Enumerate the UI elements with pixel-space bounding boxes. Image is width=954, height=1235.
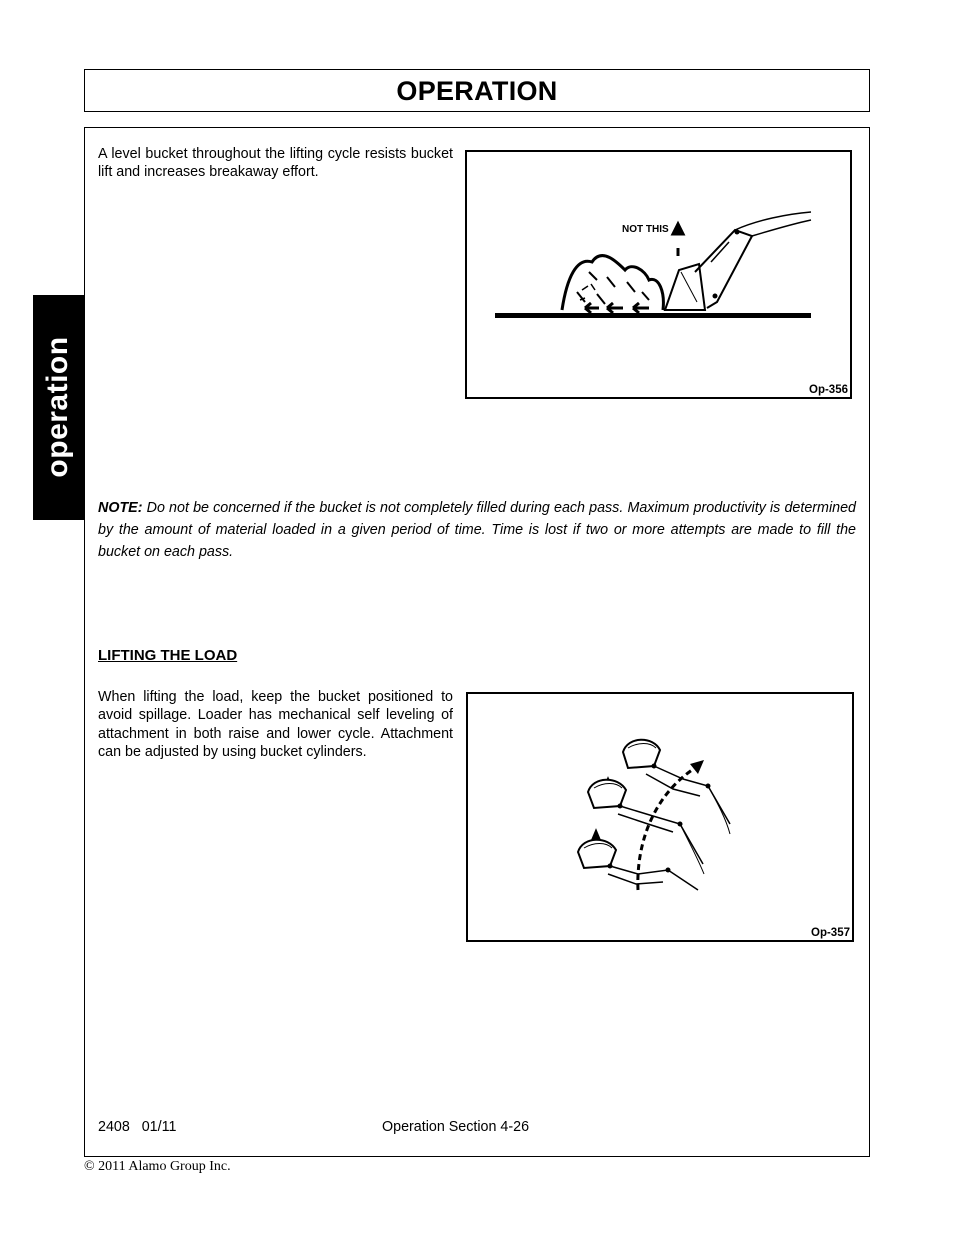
bucket-lift-illustration: [468, 694, 852, 940]
page-title: OPERATION: [396, 76, 558, 106]
figure-op-357: [466, 692, 854, 942]
footer-doc-number: 2408 01/11: [98, 1119, 177, 1135]
footer-section-page: Operation Section 4-26: [382, 1119, 530, 1135]
side-tab-label: operation: [41, 336, 74, 478]
header-box: [84, 69, 870, 112]
note-text: Do not be concerned if the bucket is not completely filled during each pass. Maximum productivity is determined by the amount of material loaded in a given period of time. Time is lost if two or more attempts are made to fill the bucket on each pass.: [98, 500, 856, 560]
figure-op-356: [465, 150, 852, 399]
figure-caption-op-357: Op-357: [811, 927, 850, 939]
note-paragraph: [98, 497, 856, 563]
intro-paragraph: A level bucket throughout the lifting cycle resists bucket lift and increases breakaway effort.: [98, 146, 453, 181]
bucket-not-this-illustration: [467, 152, 850, 397]
side-tab: [33, 295, 84, 520]
copyright: © 2011 Alamo Group Inc.: [84, 1159, 231, 1174]
figure-label-not-this: NOT THIS: [622, 224, 669, 235]
section-heading-lifting-the-load: LIFTING THE LOAD: [98, 647, 238, 664]
note-label: NOTE:: [98, 500, 143, 516]
lifting-paragraph: When lifting the load, keep the bucket positioned to avoid spillage. Loader has mechanical self leveling of attachment in both raise and lower cycle. Attachment can be adjusted by using bucket cylinders.: [98, 689, 453, 761]
figure-caption-op-356: Op-356: [809, 384, 848, 396]
